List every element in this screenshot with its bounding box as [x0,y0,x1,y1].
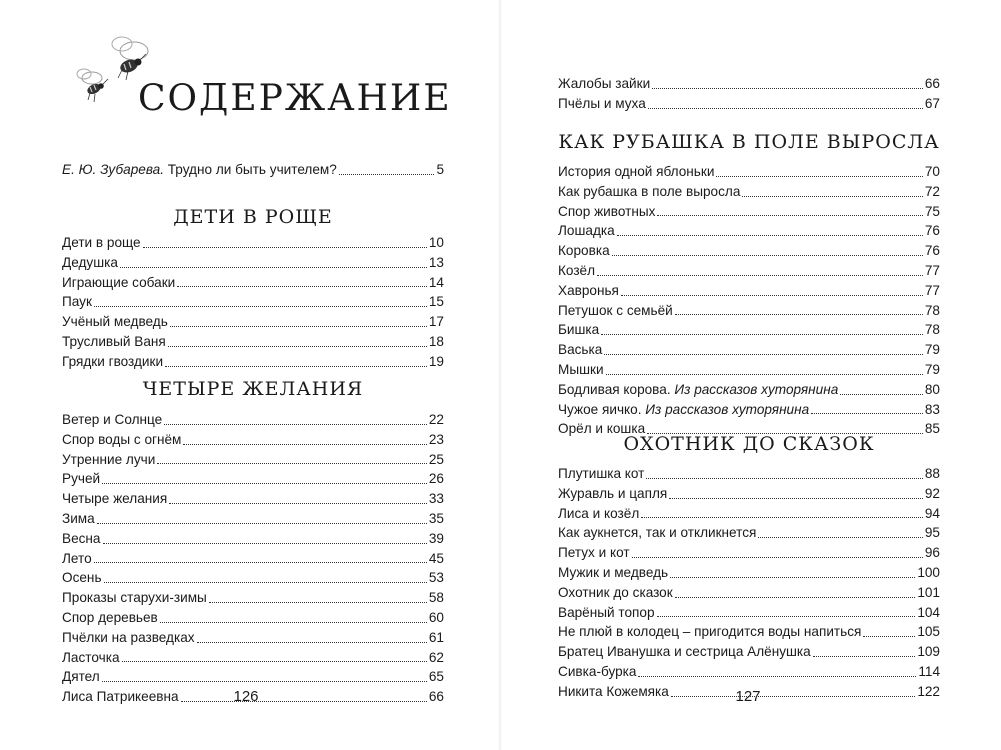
leader-dots [675,313,923,315]
toc-entry[interactable] [558,642,940,662]
toc-entry[interactable] [558,281,940,301]
entry-page: 22 [428,412,444,427]
toc-entry[interactable] [62,233,444,253]
entry-page: 104 [917,604,940,620]
toc-entry[interactable] [558,241,940,261]
leader-dots [209,601,427,603]
leader-dots [168,345,427,347]
toc-entry[interactable] [62,450,444,470]
entry-page: 100 [917,564,940,580]
entry-page: 13 [428,254,444,270]
toc-entry[interactable] [558,202,940,222]
entry-page: 61 [428,629,444,645]
toc-entry[interactable] [62,292,444,312]
toc-entry[interactable] [62,549,444,569]
entry-title: Играющие собаки [62,274,176,290]
entry-page: 14 [428,274,444,290]
entry-page: 10 [428,235,444,250]
toc-entry[interactable] [558,261,940,281]
leader-dots [122,660,427,662]
entry-title: Паук [62,294,92,310]
toc-entry[interactable] [62,253,444,273]
entry-title: Осень [62,570,102,586]
entry-page: 76 [924,223,940,239]
entry-title: Учёный медведь [62,314,168,330]
toc-entry[interactable] [558,380,940,400]
page-number: 126 [233,688,259,705]
entry-title: Ласточка [62,649,120,665]
entry-page: 95 [924,525,940,541]
toc-entry[interactable] [558,74,940,94]
entry-title: Хавронья [558,282,619,298]
entry-title: Петушок с семьёй [558,302,673,318]
toc-entry[interactable] [558,360,940,380]
leader-dots [103,542,427,544]
toc-entry[interactable] [62,628,444,648]
toc-entry[interactable] [558,523,940,543]
leader-dots [840,393,923,395]
entry-page: 39 [428,530,444,546]
leader-dots [601,333,923,335]
leader-dots [641,516,923,518]
toc-entry[interactable] [558,504,940,524]
toc-list [558,162,940,439]
entry-page: 78 [924,302,940,318]
leader-dots [97,522,427,524]
entry-page: 18 [428,333,444,349]
leader-dots [621,294,923,296]
entry-title: Как аукнется, так и откликнется [558,525,757,541]
toc-entry[interactable] [558,301,940,321]
entry-page: 77 [924,282,940,298]
leader-dots [612,254,923,256]
entry-title: Охотник до сказок [558,584,673,600]
entry-title: Трусливый Ваня [62,333,166,349]
entry-page: 80 [924,381,940,397]
leader-dots [183,443,426,445]
entry-title: Проказы старухи-зимы [62,590,207,606]
toc-list [558,74,940,114]
toc-entry[interactable] [558,563,940,583]
entry-title: Коровка [558,243,610,259]
toc-entry[interactable] [558,484,940,504]
entry-title: Как рубашка в поле выросла [558,183,741,199]
toc-entry[interactable] [62,273,444,293]
entry-page: 122 [917,683,940,699]
leader-dots [165,365,427,367]
toc-entry[interactable] [558,603,940,623]
leader-dots [120,266,427,268]
toc-entry[interactable] [558,182,940,202]
bee-upper-icon [112,37,148,80]
leader-dots [94,305,427,307]
toc-entry[interactable] [62,667,444,687]
entry-page: 109 [917,644,940,660]
entry-title: Зима [62,510,95,526]
entry-title: Спор животных [558,203,656,219]
leader-dots [157,462,427,464]
entry-author: Е. Ю. Зубарева. [62,162,164,177]
toc-entry[interactable] [62,529,444,549]
leader-dots [671,695,915,697]
entry-page: 96 [924,545,940,561]
toc-entry[interactable] [558,400,940,420]
entry-page: 5 [436,162,444,177]
leader-dots [606,373,923,375]
toc-entry[interactable] [62,469,444,489]
leader-dots [863,635,915,637]
entry-page: 26 [428,471,444,487]
leader-dots [104,581,427,583]
leader-dots [339,173,435,175]
leader-dots [177,285,427,287]
leader-dots [675,596,916,598]
leader-dots [160,621,427,623]
toc-entry[interactable] [558,662,940,682]
entry-title: Весна [62,530,101,546]
toc-entry[interactable] [62,568,444,588]
toc-entry[interactable] [62,648,444,668]
toc-entry[interactable] [62,608,444,628]
leader-dots [669,497,923,499]
entry-page: 77 [924,262,940,278]
leader-dots [648,107,923,109]
entry-title: Лето [62,550,92,566]
entry-title: Дети в роще [62,235,141,250]
intro-entry[interactable] [62,160,444,180]
entry-title: Не плюй в колодец – пригодится воды напиться [558,624,862,640]
entry-title: Лиса Патрикеевна [62,689,179,705]
section-heading: ДЕТИ В РОЩЕ [173,206,333,228]
leader-dots [742,195,923,197]
leader-dots [670,576,915,578]
entry-page: 65 [428,669,444,685]
entry-title: Мышки [558,361,604,377]
entry-title-text: Трудно ли быть учителем? [163,162,337,177]
leader-dots [617,234,923,236]
entry-page: 70 [924,164,940,179]
toc-entry[interactable] [62,430,444,450]
entry-page: 114 [918,663,940,679]
page-number: 127 [735,688,761,705]
entry-title: Мужик и медведь [558,564,669,580]
entry-title: Сивка-бурка [558,663,637,679]
toc-entry[interactable] [558,622,940,642]
toc-entry[interactable] [62,352,444,372]
leader-dots [94,561,427,563]
entry-title: Чужое яичко. Из рассказов хуторянина [558,401,810,417]
bee-lower-icon [77,69,108,102]
entry-page: 35 [428,510,444,526]
leader-dots [170,325,427,327]
entry-subtitle: Из рассказов хуторянина [670,381,839,397]
entry-title: Плутишка кот [558,466,645,481]
entry-title: Козёл [558,262,596,278]
entry-page: 15 [428,294,444,310]
entry-title: Четыре желания [62,491,168,507]
entry-title: Бишка [558,322,600,338]
toc-entry[interactable] [558,162,940,182]
entry-page: 94 [924,505,940,521]
entry-page: 58 [428,590,444,606]
entry-title: Лошадка [558,223,615,239]
leader-dots [657,615,916,617]
entry-page: 83 [924,401,940,417]
leader-dots [716,175,922,177]
leader-dots [102,680,427,682]
toc-entry[interactable] [62,588,444,608]
entry-page: 62 [428,649,444,665]
entry-page: 67 [924,95,940,111]
leader-dots [197,641,427,643]
entry-title: Братец Иванушка и сестрица Алёнушка [558,644,811,660]
entry-page: 19 [428,353,444,369]
entry-page: 105 [917,624,940,640]
entry-title: Пчёлки на разведках [62,629,195,645]
leader-dots [143,246,427,248]
entry-page: 88 [924,466,940,481]
entry-page: 45 [428,550,444,566]
entry-page: 33 [428,491,444,507]
toc-entry[interactable] [62,312,444,332]
entry-page: 25 [428,451,444,467]
toc-list [62,233,444,372]
leader-dots [164,423,427,425]
entry-title: Бодливая корова. Из рассказов хуторянина [558,381,839,397]
entry-title: Пчёлы и муха [558,95,646,111]
entry-title: Спор воды с огнём [62,431,182,447]
leader-dots [638,675,916,677]
entry-page: 79 [924,342,940,358]
leader-dots [597,274,923,276]
toc-entry[interactable] [558,340,940,360]
entry-title: Дедушка [62,254,118,270]
entry-page: 85 [924,421,940,437]
right-page [500,0,1001,750]
entry-subtitle: Из рассказов хуторянина [641,401,810,417]
entry-title: Журавль и цапля [558,485,668,501]
toc-list [558,464,940,702]
entry-title: Лиса и козёл [558,505,640,521]
section-heading: ЧЕТЫРЕ ЖЕЛАНИЯ [142,378,364,400]
toc-entry[interactable] [62,509,444,529]
entry-page: 60 [428,609,444,625]
entry-title: Орёл и кошка [558,421,646,437]
entry-page: 101 [917,584,940,600]
entry-page: 66 [924,76,940,91]
section-heading: ОХОТНИК ДО СКАЗОК [623,433,875,455]
leader-dots [169,502,427,504]
toc-entry[interactable] [62,410,444,430]
toc-list [62,410,444,707]
toc-entry[interactable] [62,332,444,352]
page-title: СОДЕРЖАНИЕ [138,78,452,119]
entry-page: 79 [924,361,940,377]
entry-title: Ручей [62,471,101,487]
entry-page: 76 [924,243,940,259]
entry-title: Никита Кожемяка [558,683,669,699]
toc-entry[interactable] [558,320,940,340]
toc-entry[interactable] [558,94,940,114]
toc-entry[interactable] [558,543,940,563]
entry-page: 66 [428,689,444,705]
leader-dots [646,477,922,479]
leader-dots [604,353,923,355]
entry-title: Грядки гвоздики [62,353,164,369]
toc-entry[interactable] [558,221,940,241]
entry-title: Петух и кот [558,545,630,561]
leader-dots [652,87,923,89]
toc-entry[interactable] [558,583,940,603]
entry-page: 23 [428,431,444,447]
entry-title: Спор деревьев [62,609,158,625]
entry-title: Утренние лучи [62,451,156,467]
entry-title: История одной яблоньки [558,164,715,179]
entry-page: 75 [924,203,940,219]
entry-title: Варёный топор [558,604,655,620]
entry-page: 92 [924,485,940,501]
leader-dots [813,655,916,657]
leader-dots [811,412,923,414]
leader-dots [102,482,427,484]
leader-dots [657,214,922,216]
entry-title: Ветер и Солнце [62,412,163,427]
entry-title: Васька [558,342,603,358]
leader-dots [632,556,923,558]
entry-page: 78 [924,322,940,338]
entry-page: 53 [428,570,444,586]
section-heading: КАК РУБАШКА В ПОЛЕ ВЫРОСЛА [558,131,940,153]
left-page [0,0,500,750]
entry-page: 17 [428,314,444,330]
entry-title [62,160,337,180]
entry-title: Дятел [62,669,100,685]
leader-dots [758,536,922,538]
entry-page: 72 [924,183,940,199]
toc-entry[interactable] [558,464,940,484]
entry-title: Жалобы зайки [558,76,651,91]
toc-entry[interactable] [62,489,444,509]
